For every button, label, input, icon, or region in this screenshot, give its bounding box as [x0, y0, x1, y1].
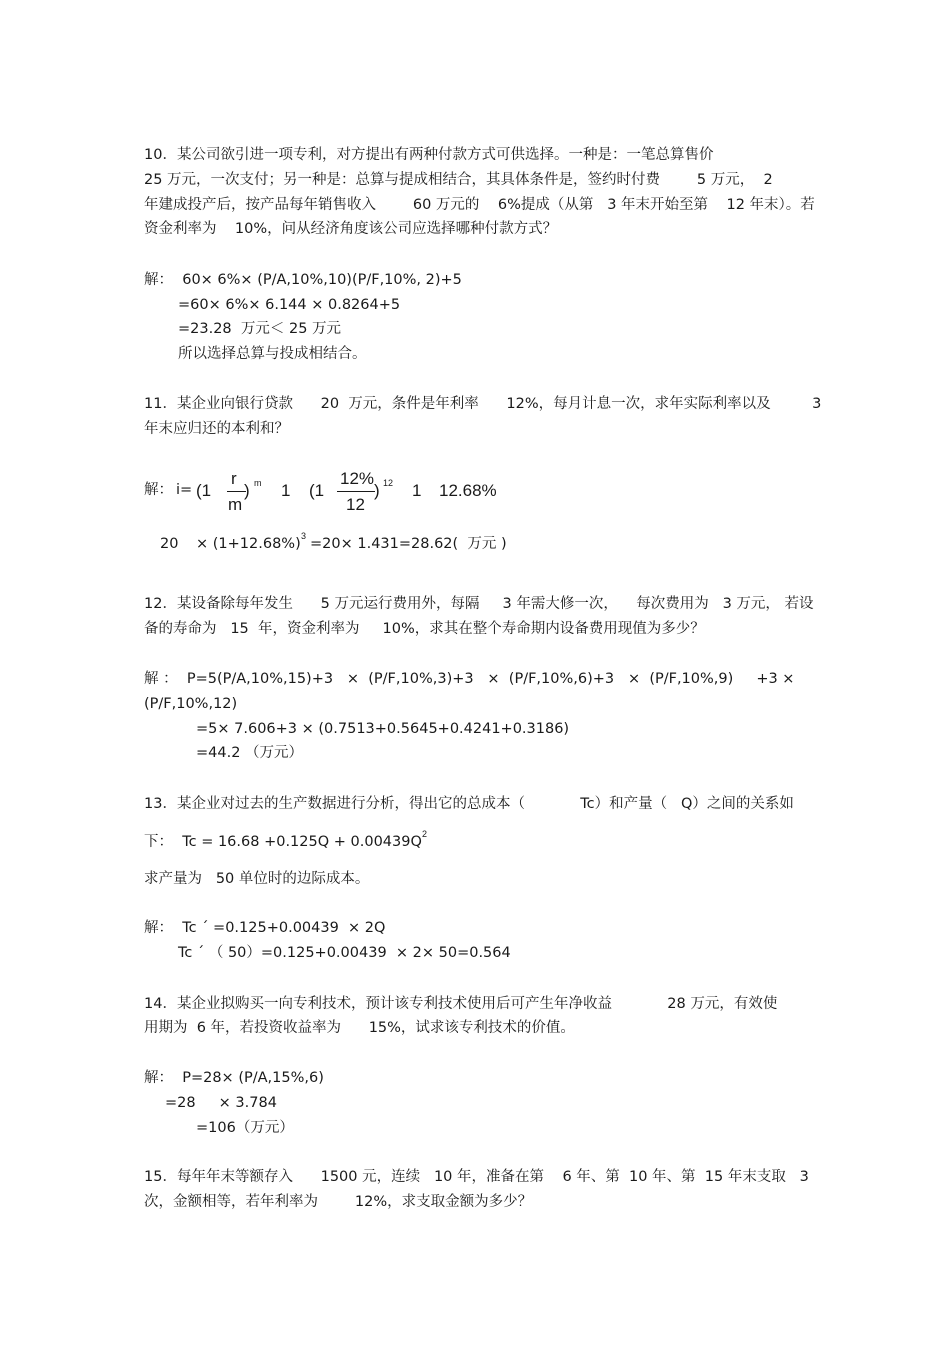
q10-solution-4: 所以选择总算与投成相结合。 — [178, 346, 367, 362]
q11-line-1: 11．某企业向银行贷款 20 万元，条件是年利率 12%，每月计息一次，求年实际利率以及 3 — [144, 396, 822, 412]
q11-line-2: 年末应归还的本利和？ — [144, 421, 289, 437]
q14-line-1: 14．某企业拟购买一向专利技术，预计该专利技术使用后可产生年净收益 28 万元，有效使 — [144, 996, 778, 1012]
q13-solution-1: 解： Tc ˊ =0.125+0.00439 × 2Q — [144, 920, 386, 936]
q13-line-2-exponent: 2 — [422, 829, 428, 839]
q10-line-1: 10．某公司欲引进一项专利，对方提出有两种付款方式可供选择。一种是：一笔总算售价 — [144, 147, 714, 163]
q14-solution-2: =28 × 3.784 — [165, 1095, 277, 1111]
q11-minus-one-1: 1 — [281, 481, 291, 500]
q14-solution-3: =106（万元） — [196, 1120, 294, 1136]
q11-paren-close-2: ) — [374, 481, 380, 500]
q11-result: 12.68% — [439, 481, 497, 500]
q11-paren-close-1: ) — [244, 481, 250, 500]
q11-solution-2-factor: × (1+12.68%) — [196, 536, 301, 552]
q14-line-2: 用期为 6 年，若投资收益率为 15%，试求该专利技术的价值。 — [144, 1020, 575, 1036]
q11-fraction-numerator-1: r — [231, 469, 237, 488]
q13-line-1: 13．某企业对过去的生产数据进行分析，得出它的总成本（ Tc）和产量（ Q）之间的关系如 — [144, 796, 794, 812]
q11-minus-one-2: 1 — [412, 481, 422, 500]
q10-line-2: 25 万元，一次支付；另一种是：总算与提成相结合，其具体条件是，签约时付费 5 万元， 2 — [144, 172, 773, 188]
q11-fraction-numerator-2: 12% — [340, 469, 375, 488]
q10-solution-3: =23.28 万元＜ 25 万元 — [178, 321, 342, 337]
q11-fraction-bar-2 — [337, 491, 375, 492]
q11-solution-2-result: =20× 1.431=28.62( 万元 ) — [310, 536, 507, 552]
q13-line-3: 求产量为 50 单位时的边际成本。 — [144, 871, 370, 887]
q10-line-3: 年建成投产后，按产品每年销售收入 60 万元的 6%提成（从第 3 年末开始至第 12 年末）。若 — [144, 197, 815, 213]
q11-solution-2-amount: 20 — [160, 536, 179, 552]
q12-solution-1-cont: (P/F,10%,12) — [144, 696, 238, 712]
q11-paren-open-1: (1 — [196, 481, 212, 500]
q11-fraction-denominator-2: 12 — [346, 495, 365, 514]
q11-solution-2-exponent: 3 — [301, 531, 307, 541]
q12-line-2: 备的寿命为 15 年，资金利率为 10%，求其在整个寿命期内设备费用现值为多少？ — [144, 621, 705, 637]
q10-solution-2: =60× 6%× 6.144 × 0.8264+5 — [178, 297, 401, 313]
q11-paren-open-2: (1 — [309, 481, 325, 500]
q12-line-1: 12．某设备除每年发生 5 万元运行费用外，每隔 3 年需大修一次， 每次费用为 3 万元， 若设 — [144, 596, 814, 612]
q15-line-1: 15．每年年末等额存入 1500 元，连续 10 年，准备在第 6 年、第 10 年、第 15 年末支取 3 — [144, 1169, 809, 1185]
q13-line-2: 下： Tc = 16.68 +0.125Q + 0.00439Q — [144, 834, 422, 850]
q12-solution-2: =5× 7.606+3 × (0.7513+0.5645+0.4241+0.3186) — [196, 721, 570, 737]
q10-line-4: 资金利率为 10%，问从经济角度该公司应选择哪种付款方式？ — [144, 221, 558, 237]
q13-solution-2: Tc ˊ （ 50）=0.125+0.00439 × 2× 50=0.564 — [178, 945, 511, 961]
q11-solution-label: 解： — [144, 482, 173, 498]
q11-i-equals: i= — [176, 482, 193, 498]
q10-solution-1: 解： 60× 6%× (P/A,10%,10)(P/F,10%, 2)+5 — [144, 272, 462, 288]
q15-line-2: 次，金额相等，若年利率为 12%，求支取金额为多少？ — [144, 1194, 533, 1210]
q11-fraction-denominator-1: m — [228, 495, 243, 514]
q11-exponent-12: 12 — [383, 478, 394, 488]
q12-solution-1: 解 ： P=5(P/A,10%,15)+3 × (P/F,10%,3)+3 × (P/F,10%,6)+3 × (P/F,10%,9) +3 × — [144, 671, 795, 687]
q12-solution-3: =44.2 （万元） — [196, 745, 304, 761]
q14-solution-1: 解： P=28× (P/A,15%,6) — [144, 1070, 324, 1086]
q11-exponent-m: m — [254, 478, 262, 488]
